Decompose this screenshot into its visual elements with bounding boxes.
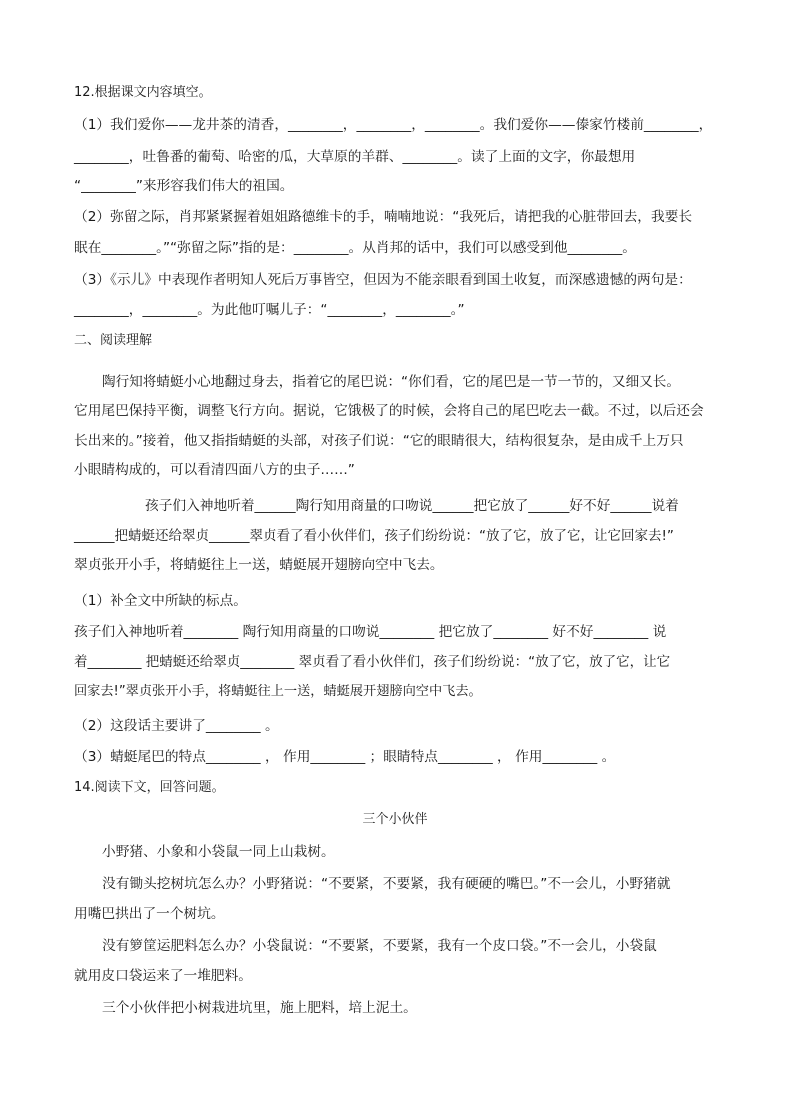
story-line-3: 用嘴巴拱出了一个树坑。 <box>74 906 225 922</box>
q12-part2-line1: （2）弥留之际，肖邦紧紧握着姐姐路德维卡的手，喃喃地说：“我死后，请把我的心脏带回去，我要长 <box>74 209 693 225</box>
q12-part1-line3: “________”来形容我们伟大的祖国。 <box>74 178 294 194</box>
story-line-2: 没有锄头挖树坑怎么办？小野猪说：“不要紧，不要紧，我有硬硬的嘴巴。”不一会儿，小野猪就 <box>102 876 671 892</box>
q1-label: （1）补全文中所缺的标点。 <box>74 593 247 609</box>
q12-part1-line1: （1）我们爱你——龙井茶的清香，________，________，________。我们爱你——傣家竹楼前________， <box>74 117 713 133</box>
q2-line: （2）这段话主要讲了________ 。 <box>74 718 279 734</box>
passage-line-4: 小眼睛构成的，可以看清四面八方的虫子……” <box>74 462 355 478</box>
q12-part3-line1: （3）《示儿》中表现作者明知人死后万事皆空，但因为不能亲眼看到国土收复，而深感遗憾的两句是： <box>74 272 692 288</box>
q12-heading: 12.根据课文内容填空。 <box>74 85 212 100</box>
q12-part2-line2: 眠在________。”“弥留之际”指的是：________。从肖邦的话中，我们可以感受到他________。 <box>74 240 636 256</box>
q1-line-3: 回家去!”翠贞张开小手，将蜻蜓往上一送，蜻蜓展开翅膀向空中飞去。 <box>74 684 482 699</box>
story-line-1: 小野猪、小象和小袋鼠一同上山栽树。 <box>102 844 335 860</box>
story-line-5: 就用皮口袋运来了一堆肥料。 <box>74 968 252 984</box>
passage-line-1: 陶行知将蜻蜓小心地翻过身去，指着它的尾巴说：“你们看，它的尾巴是一节一节的，又细又长。 <box>102 374 680 390</box>
q12-part1-line2: ________，吐鲁番的葡萄、哈密的瓜，大草原的羊群、________。读了上面的文字，你最想用 <box>74 149 636 165</box>
passage-line-5: 孩子们入神地听着______陶行知用商量的口吻说______把它放了______好不好______说着 <box>145 498 679 514</box>
q3-line: （3）蜻蜓尾巴的特点________ ， 作用________ ；眼睛特点________ ， 作用________ 。 <box>74 749 616 765</box>
story-line-6: 三个小伙伴把小树栽进坑里，施上肥料，培上泥土。 <box>102 1000 417 1016</box>
section-heading: 二、阅读理解 <box>74 333 153 348</box>
q12-part3-line2: ________，________。为此他叮嘱儿子：“________，________。” <box>74 302 465 318</box>
passage-line-7: 翠贞张开小手，将蜻蜓往上一送，蜻蜓展开翅膀向空中飞去。 <box>74 557 444 573</box>
q1-line-1: 孩子们入神地听着________ 陶行知用商量的口吻说________ 把它放了________ 好不好________ 说 <box>74 624 667 640</box>
q1-line-2: 着________ 把蜻蜓还给翠贞________ 翠贞看了看小伙伴们，孩子们纷纷说：“放了它，放了它，让它 <box>74 654 671 670</box>
story-title: 三个小伙伴 <box>362 812 428 827</box>
passage-line-3: 长出来的。”接着，他又指指蜻蜓的头部，对孩子们说：“它的眼睛很大，结构很复杂，是由成千上万只 <box>74 433 684 449</box>
story-line-4: 没有箩筐运肥料怎么办？小袋鼠说：“不要紧，不要紧，我有一个皮口袋。”不一会儿，小袋鼠 <box>102 938 657 954</box>
q14-heading: 14.阅读下文，回答问题。 <box>74 780 225 795</box>
passage-line-6: ______把蜻蜓还给翠贞______翠贞看了看小伙伴们，孩子们纷纷说：“放了它，放了它，让它回家去!” <box>74 528 674 544</box>
passage-line-2: 它用尾巴保持平衡，调整飞行方向。据说，它饿极了的时候，会将自己的尾巴吃去一截。不过，以后还会 <box>74 403 704 419</box>
